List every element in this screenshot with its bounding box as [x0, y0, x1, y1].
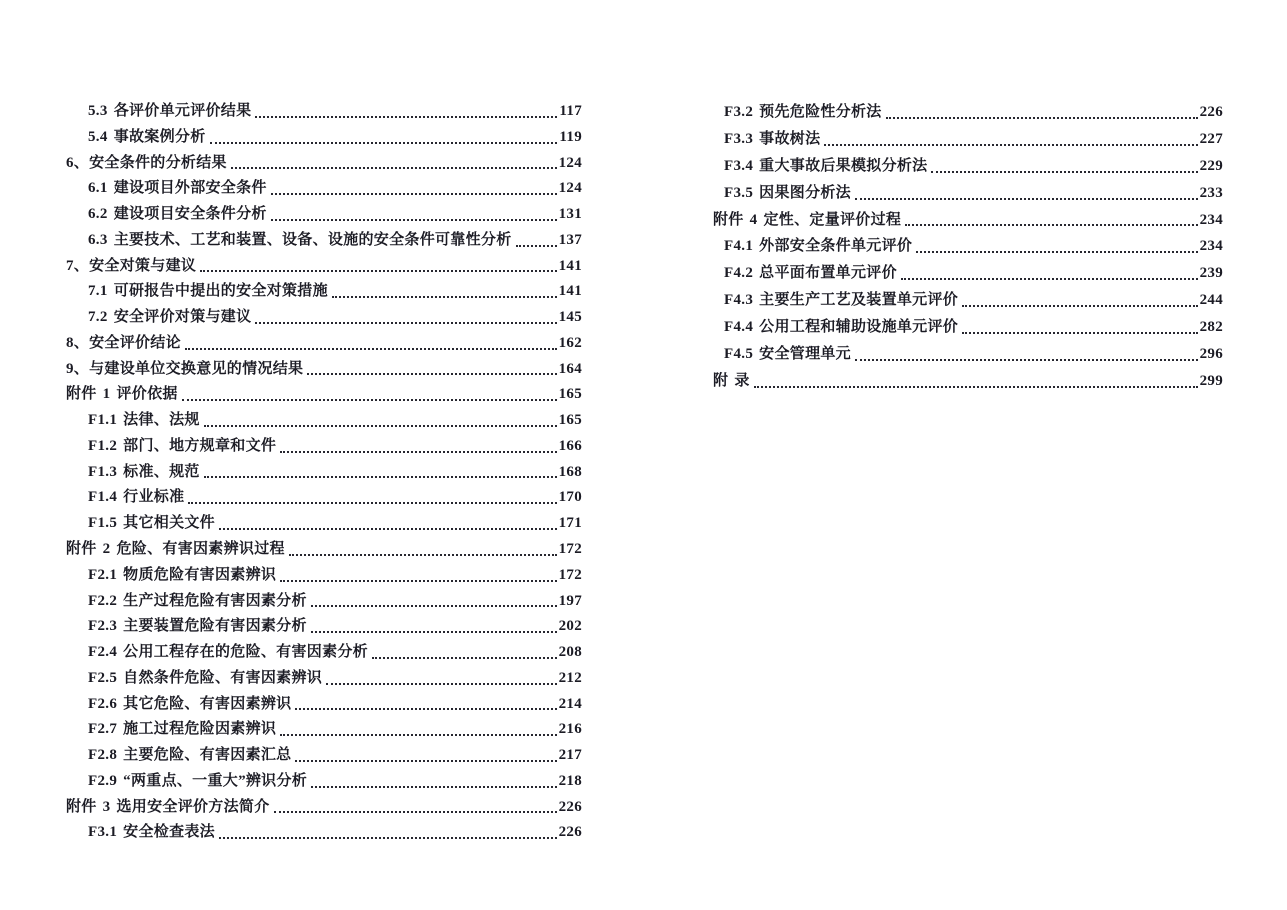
toc-entry-label: 5.3 各评价单元评价结果 [88, 103, 252, 119]
toc-entry-label: 5.4 事故案例分析 [88, 128, 206, 145]
toc-entry-page-number: 202 [558, 618, 582, 635]
toc-entry-label: 附件 4 定性、定量评价过程 [713, 211, 902, 228]
toc-entry[interactable] [66, 279, 582, 305]
dot-leader [326, 683, 557, 685]
toc-entry-label: F4.2 总平面布置单元评价 [724, 265, 897, 282]
toc-entry-page-number: 141 [558, 283, 582, 300]
toc-entry[interactable] [66, 537, 582, 563]
toc-entry[interactable] [66, 228, 582, 254]
dot-leader [219, 528, 557, 530]
toc-entry-page-number: 164 [558, 360, 582, 377]
toc-entry-page-number: 218 [558, 772, 582, 789]
toc-entry-label: F3.2 预先危险性分析法 [724, 104, 882, 120]
dot-leader [931, 171, 1197, 173]
dot-leader [280, 451, 556, 453]
toc-entry[interactable] [66, 717, 582, 743]
toc-entry-label: F2.7 施工过程危险因素辨识 [88, 721, 277, 738]
dot-leader [295, 760, 556, 762]
toc-entry[interactable] [66, 769, 582, 795]
toc-entry-label: 7.1 可研报告中提出的安全对策措施 [88, 283, 328, 300]
toc-entry[interactable] [713, 314, 1223, 341]
toc-entry[interactable] [66, 202, 582, 228]
toc-entry-label: F4.3 主要生产工艺及装置单元评价 [724, 292, 959, 309]
toc-entry[interactable] [713, 341, 1223, 368]
dot-leader [295, 708, 556, 710]
toc-entry[interactable] [713, 368, 1223, 395]
dot-leader [307, 373, 556, 375]
dot-leader [962, 305, 1198, 307]
dot-leader [855, 198, 1198, 200]
dot-leader [280, 580, 556, 582]
toc-entry-page-number: 217 [558, 747, 582, 764]
toc-entry-label: F1.2 部门、地方规章和文件 [88, 437, 277, 454]
toc-entry[interactable] [66, 563, 582, 589]
toc-entry-page-number: 168 [558, 463, 582, 480]
toc-entry-label: F1.4 行业标准 [88, 489, 185, 506]
toc-entry[interactable] [66, 99, 582, 125]
toc-entry-page-number: 137 [558, 231, 582, 248]
toc-entry[interactable] [66, 589, 582, 615]
toc-entry[interactable] [713, 260, 1223, 287]
toc-entry-page-number: 172 [558, 566, 582, 583]
toc-entry-page-number: 227 [1199, 130, 1223, 147]
dot-leader [916, 251, 1197, 253]
dot-leader [255, 116, 557, 118]
dot-leader [824, 144, 1197, 146]
toc-entry[interactable] [713, 233, 1223, 260]
toc-entry[interactable] [713, 287, 1223, 314]
toc-entry-page-number: 165 [558, 412, 582, 429]
toc-entry[interactable] [66, 125, 582, 151]
toc-column-left [66, 99, 582, 846]
toc-entry[interactable] [66, 743, 582, 769]
toc-entry-label: F2.8 主要危险、有害因素汇总 [88, 747, 292, 764]
dot-leader [188, 502, 556, 504]
toc-entry-label: F1.5 其它相关文件 [88, 515, 215, 532]
toc-column-right [713, 99, 1223, 395]
dot-leader [271, 193, 557, 195]
toc-entry-page-number: 117 [559, 103, 582, 119]
dot-leader [274, 811, 557, 813]
toc-entry[interactable] [66, 614, 582, 640]
toc-entry-label: F2.2 生产过程危险有害因素分析 [88, 592, 307, 609]
dot-leader [901, 278, 1198, 280]
toc-entry-label: F1.1 法律、法规 [88, 412, 200, 429]
toc-entry[interactable] [713, 153, 1223, 180]
dot-leader [219, 837, 557, 839]
toc-entry-label: F1.3 标准、规范 [88, 463, 200, 480]
toc-entry-page-number: 119 [559, 128, 582, 145]
toc-entry-label: 6.3 主要技术、工艺和装置、设备、设施的安全条件可靠性分析 [88, 231, 512, 248]
toc-entry-page-number: 239 [1199, 265, 1223, 282]
toc-entry-page-number: 226 [1199, 104, 1223, 120]
dot-leader [516, 245, 557, 247]
dot-leader [905, 224, 1197, 226]
dot-leader [372, 657, 557, 659]
toc-entry[interactable] [66, 692, 582, 718]
toc-entry[interactable] [66, 254, 582, 280]
toc-entry-label: 6.2 建设项目安全条件分析 [88, 206, 267, 223]
toc-entry[interactable] [713, 180, 1223, 207]
toc-entry-label: F3.4 重大事故后果模拟分析法 [724, 157, 928, 174]
toc-entry-page-number: 299 [1199, 372, 1223, 389]
dot-leader [289, 554, 557, 556]
dot-leader [962, 332, 1198, 334]
toc-entry[interactable] [713, 99, 1223, 126]
toc-entry-page-number: 162 [558, 334, 582, 351]
dot-leader [271, 219, 557, 221]
toc-entry-label: F3.1 安全检查表法 [88, 824, 215, 841]
dot-leader [332, 296, 557, 298]
toc-entry-page-number: 145 [558, 309, 582, 326]
toc-entry-label: F2.9 “两重点、一重大”辨识分析 [88, 772, 308, 789]
toc-entry[interactable] [713, 126, 1223, 153]
toc-entry-label: F2.6 其它危险、有害因素辨识 [88, 695, 292, 712]
toc-entry-label: 7、安全对策与建议 [66, 257, 197, 274]
toc-entry-label: 6.1 建设项目外部安全条件 [88, 180, 267, 197]
toc-entry-label: F3.5 因果图分析法 [724, 184, 851, 201]
toc-entry-label: 附件 2 危险、有害因素辨识过程 [66, 541, 285, 558]
toc-entry-label: F2.5 自然条件危险、有害因素辨识 [88, 669, 323, 686]
dot-leader [855, 359, 1198, 361]
toc-entry-page-number: 131 [558, 206, 582, 223]
toc-entry-page-number: 212 [558, 669, 582, 686]
dot-leader [255, 322, 556, 324]
toc-entry-label: F2.1 物质危险有害因素辨识 [88, 566, 277, 583]
toc-entry-page-number: 214 [558, 695, 582, 712]
toc-entry[interactable] [66, 357, 582, 383]
toc-entry-page-number: 234 [1199, 211, 1223, 228]
toc-entry-page-number: 234 [1199, 238, 1223, 255]
toc-entry-label: 附件 3 选用安全评价方法简介 [66, 798, 270, 815]
toc-entry[interactable] [66, 176, 582, 202]
toc-entry-page-number: 165 [558, 386, 582, 403]
toc-entry[interactable] [66, 666, 582, 692]
dot-leader [311, 786, 557, 788]
toc-entry[interactable] [66, 382, 582, 408]
toc-entry[interactable] [66, 820, 582, 846]
toc-entry-label: F2.3 主要装置危险有害因素分析 [88, 618, 307, 635]
toc-entry-page-number: 124 [558, 180, 582, 197]
toc-entry[interactable] [66, 460, 582, 486]
dot-leader [210, 142, 558, 144]
toc-entry-page-number: 141 [558, 257, 582, 274]
toc-entry-label: F4.4 公用工程和辅助设施单元评价 [724, 319, 959, 336]
toc-entry[interactable] [66, 511, 582, 537]
toc-entry-page-number: 229 [1199, 157, 1223, 174]
toc-entry-label: 9、与建设单位交换意见的情况结果 [66, 360, 304, 377]
dot-leader [886, 117, 1198, 119]
toc-entry-page-number: 226 [558, 824, 582, 841]
toc-entry-label: F4.1 外部安全条件单元评价 [724, 238, 913, 255]
dot-leader [231, 167, 557, 169]
toc-entry-page-number: 208 [558, 644, 582, 661]
toc-entry-page-number: 282 [1199, 319, 1223, 336]
dot-leader [204, 476, 557, 478]
toc-entry[interactable] [713, 207, 1223, 234]
toc-entry-page-number: 166 [558, 437, 582, 454]
dot-leader [754, 386, 1198, 388]
toc-entry-page-number: 216 [558, 721, 582, 738]
toc-entry-label: 6、安全条件的分析结果 [66, 154, 227, 171]
toc-entry-label: F2.4 公用工程存在的危险、有害因素分析 [88, 644, 368, 661]
toc-entry-page-number: 226 [558, 798, 582, 815]
dot-leader [311, 605, 557, 607]
dot-leader [311, 631, 557, 633]
toc-entry-page-number: 244 [1199, 292, 1223, 309]
dot-leader [280, 734, 556, 736]
toc-entry[interactable] [66, 305, 582, 331]
toc-entry-page-number: 296 [1199, 346, 1223, 363]
dot-leader [185, 348, 557, 350]
toc-entry[interactable] [66, 795, 582, 821]
toc-entry-page-number: 197 [558, 592, 582, 609]
toc-entry[interactable] [66, 640, 582, 666]
toc-entry-label: 8、安全评价结论 [66, 334, 181, 351]
toc-entry-page-number: 233 [1199, 184, 1223, 201]
toc-entry-label: 附 录 [713, 372, 750, 389]
toc-entry-page-number: 170 [558, 489, 582, 506]
dot-leader [204, 425, 557, 427]
toc-entry-label: 附件 1 评价依据 [66, 386, 178, 403]
toc-entry[interactable] [66, 408, 582, 434]
toc-entry-label: F3.3 事故树法 [724, 130, 821, 147]
toc-entry[interactable] [66, 151, 582, 177]
toc-entry-page-number: 124 [558, 154, 582, 171]
toc-entry-page-number: 171 [558, 515, 582, 532]
toc-entry-label: F4.5 安全管理单元 [724, 346, 851, 363]
toc-entry[interactable] [66, 485, 582, 511]
toc-entry-label: 7.2 安全评价对策与建议 [88, 309, 252, 326]
dot-leader [200, 270, 556, 272]
toc-entry[interactable] [66, 434, 582, 460]
toc-entry[interactable] [66, 331, 582, 357]
toc-entry-page-number: 172 [558, 541, 582, 558]
dot-leader [182, 399, 557, 401]
